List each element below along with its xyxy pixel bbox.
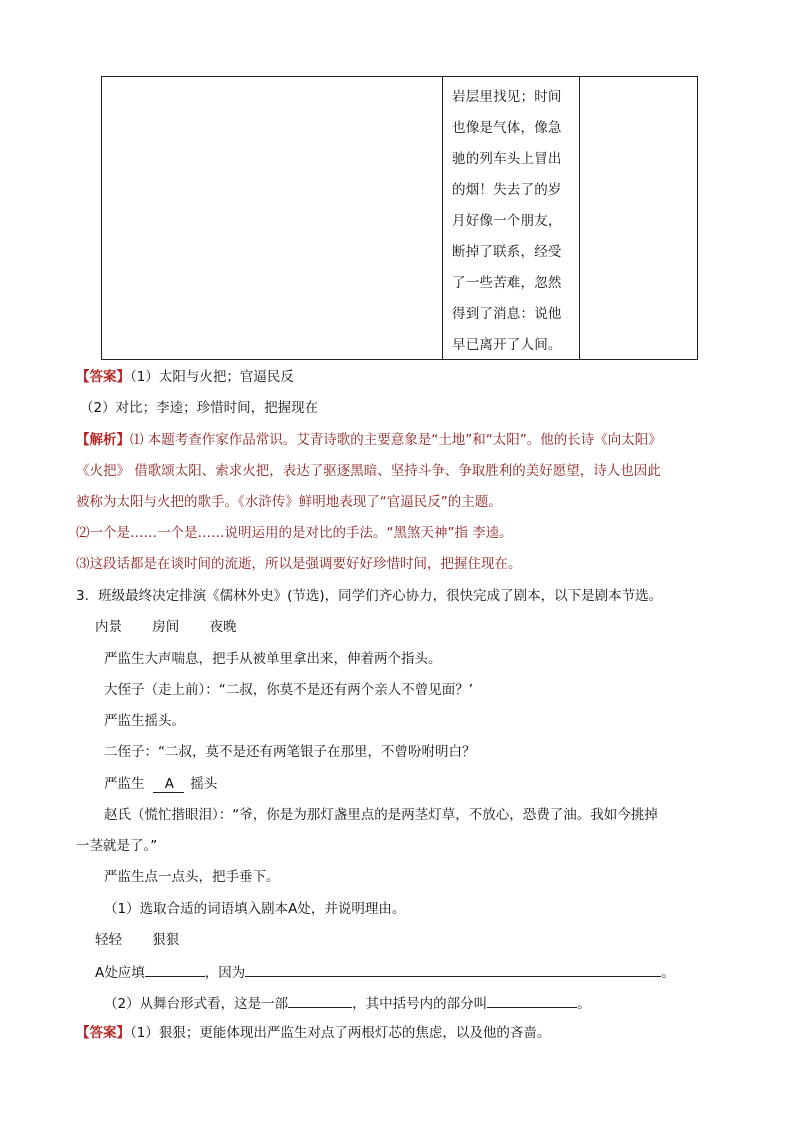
word-options <box>95 931 179 949</box>
fill-blank-form[interactable] <box>288 993 352 1008</box>
blank-a-label: A <box>153 776 184 793</box>
answer-text: （1）狠狠；更能体现出严监生对点了两根灯芯的焦虑，以及他的吝啬。 <box>130 1025 551 1041</box>
analysis-line: ⑵一个是……一个是……说明运用的是对比的手法。“黑煞天神”指 李逵。 <box>76 525 513 541</box>
table-cell-empty <box>580 77 697 359</box>
cell-line: 了一些苦难，忽然 <box>452 275 562 291</box>
fill-blank-reason[interactable] <box>245 962 661 977</box>
script-line: 严监生点一点头，把手垂下。 <box>104 869 280 885</box>
fill-line <box>95 962 675 982</box>
cell-line: 断掉了联系，经受 <box>452 244 562 260</box>
answer-line <box>76 1024 550 1042</box>
answer-text: （1）太阳与火把；官逼民反 <box>130 369 294 385</box>
analysis-line: 被称为太阳与火把的歌手。《水浒传》鲜明地表现了“官逼民反”的主题。 <box>76 494 502 510</box>
fill-end: 。 <box>661 965 675 981</box>
sub2-end: 。 <box>577 996 591 1012</box>
cell-line: 的烟！失去了的岁 <box>452 182 562 198</box>
analysis-text: ⑴ 本题考查作家作品常识。艾青诗歌的主要意象是“土地”和“太阳”。他的长诗《向太阳》 <box>130 432 662 448</box>
cell-line: 得到了消息：说他 <box>452 306 562 322</box>
table-cell-text <box>443 77 580 359</box>
answer-tag: 【答案】 <box>76 1025 130 1041</box>
script-blank-line <box>104 775 217 793</box>
script-line: 大侄子（走上前）：“二叔，你莫不是还有两个亲人不曾见面？’ <box>104 682 474 698</box>
script-line: 赵氏（慌忙揩眼泪）：“爷，你是为那灯盏里点的是两茎灯草，不放心，恐费了油。我如今挑掉 <box>104 807 658 823</box>
cell-line: 早已离开了人间。 <box>452 337 562 353</box>
answer-line: （2）对比；李逵；珍惜时间，把握现在 <box>80 400 319 416</box>
script-line: 严监生大声喘息，把手从被单里拿出来，伸着两个指头。 <box>104 651 442 667</box>
analysis-line <box>76 431 662 449</box>
fill-blank-word[interactable] <box>145 962 205 977</box>
script-line: 严监生摇头。 <box>104 713 185 729</box>
sub-question-2 <box>104 993 591 1013</box>
cell-line: 驰的列车头上冒出 <box>452 151 562 167</box>
script-line: 一茎就是了。” <box>76 838 158 854</box>
question-intro: 3．班级最终决定排演《儒林外史》(节选)，同学们齐心协力，很快完成了剧本，以下是剧本节选。 <box>76 588 663 604</box>
option-2: 狠狠 <box>152 932 180 948</box>
cell-line: 月好像一个朋友， <box>452 213 562 229</box>
script-line: 二侄子：“二叔，莫不是还有两笔银子在那里，不曾吩咐明白？ <box>104 744 476 760</box>
scene-heading <box>95 618 237 636</box>
sub2-prefix: （2）从舞台形式看，这是一部 <box>104 996 289 1012</box>
analysis-line: ⑶这段话都是在谈时间的流逝，所以是强调要好好珍惜时间，把握住现在。 <box>76 556 522 572</box>
analysis-tag: 【解析】 <box>76 432 130 448</box>
cell-line: 也像是气体，像急 <box>452 120 562 136</box>
scene-place: 房间 <box>152 619 180 635</box>
analysis-line: 《火把》 借歌颂太阳、索求火把，表达了驱逐黑暗、坚持斗争、争取胜利的美好愿望，诗人也因此 <box>76 463 661 479</box>
poem-table <box>101 76 698 360</box>
cell-line: 岩层里找见；时间 <box>452 89 562 105</box>
answer-line <box>76 368 294 386</box>
sub2-mid: ，其中括号内的部分叫 <box>352 996 488 1012</box>
sub-question-1: （1）选取合适的词语填入剧本A处，并说明理由。 <box>104 901 406 917</box>
script-speaker: 严监生 <box>104 776 145 792</box>
table-cell-empty <box>102 77 443 359</box>
answer-tag: 【答案】 <box>76 369 130 385</box>
fill-mid: ，因为 <box>204 965 246 981</box>
fill-blank-term[interactable] <box>487 993 577 1008</box>
fill-prefix: A处应填 <box>95 965 145 981</box>
script-action: 摇头 <box>190 776 218 792</box>
option-1: 轻轻 <box>95 932 122 948</box>
scene-time: 夜晚 <box>209 619 237 635</box>
scene-setting: 内景 <box>95 619 122 635</box>
